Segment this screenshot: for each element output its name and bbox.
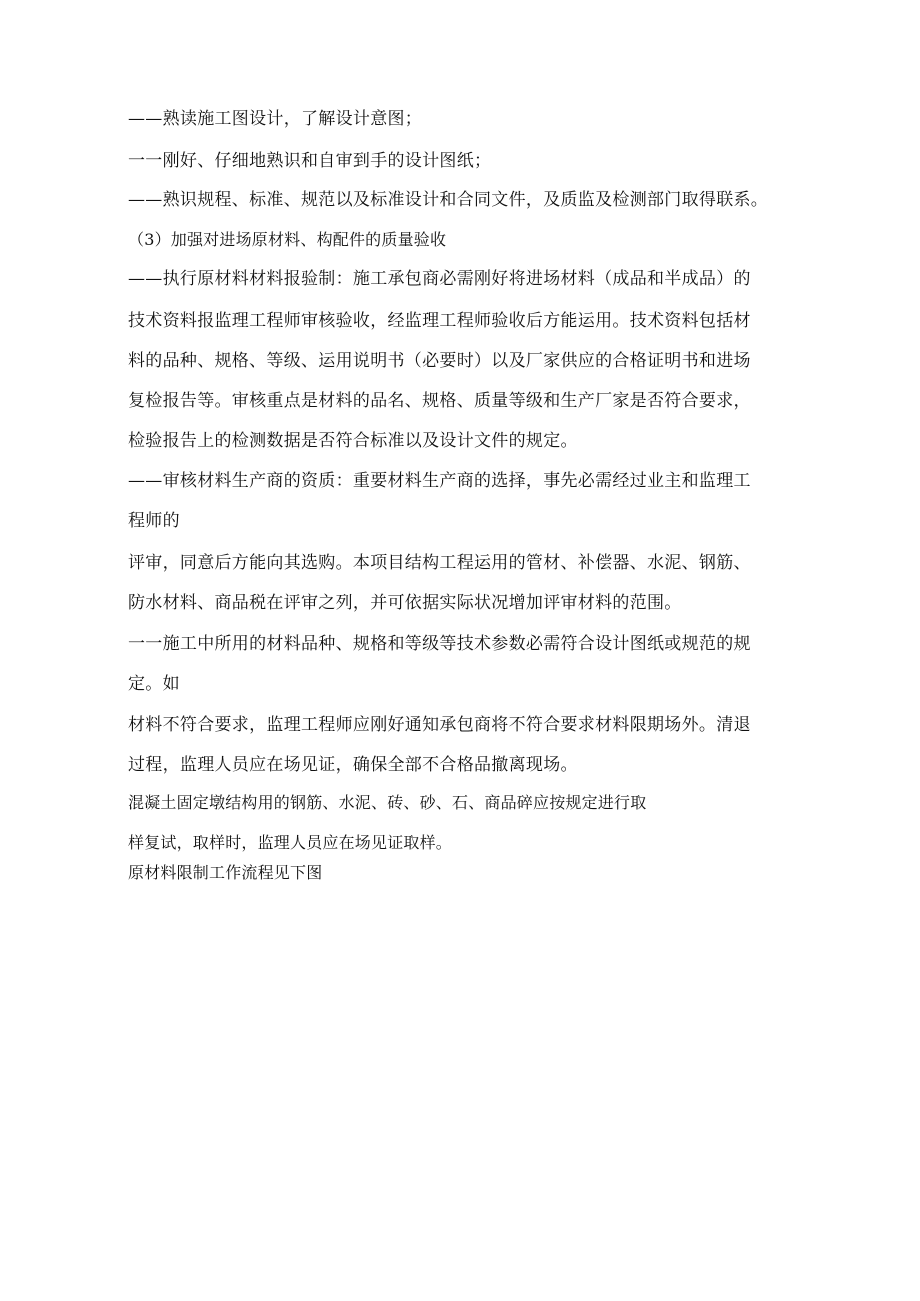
- text-line: 材料不符合要求，监理工程师应刚好通知承包商将不符合要求材料限期场外。清退: [128, 715, 751, 735]
- text-line: 料的品种、规格、等级、运用说明书（必要时）以及厂家供应的合格证明书和进场: [128, 351, 751, 371]
- section-heading: （3）加强对进场原材料、构配件的质量验收: [128, 230, 447, 249]
- text-line: ——熟识规程、标准、规范以及标准设计和合同文件，及质监及检测部门取得联系。: [128, 190, 769, 210]
- text-line: 过程，监理人员应在场见证，确保全部不合格品撤离现场。: [128, 755, 578, 775]
- text-line: 防水材料、商品税在评审之列，并可依据实际状况增加评审材料的范围。: [128, 593, 682, 613]
- text-line: 混凝土固定墩结构用的钢筋、水泥、砖、砂、石、商品碎应按规定进行取: [128, 793, 647, 812]
- text-line: ——执行原材料材料报验制：施工承包商必需刚好将进场材料（成品和半成品）的: [128, 269, 751, 289]
- text-line: ——熟读施工图设计，了解设计意图；: [128, 109, 423, 129]
- text-line: 原材料限制工作流程见下图: [128, 863, 323, 882]
- text-line: 程师的: [128, 511, 180, 531]
- text-line: 一一刚好、仔细地熟识和自审到手的设计图纸；: [128, 151, 492, 171]
- text-line: 一一施工中所用的材料品种、规格和等级等技术参数必需符合设计图纸或规范的规: [128, 634, 751, 654]
- text-line: 评审，同意后方能向其选购。本项目结构工程运用的管材、补偿器、水泥、钢筋、: [128, 553, 751, 573]
- text-line: 检验报告上的检测数据是否符合标准以及设计文件的规定。: [128, 431, 578, 451]
- text-line: ——审核材料生产商的资质：重要材料生产商的选择，事先必需经过业主和监理工: [128, 471, 751, 491]
- text-line: 技术资料报监理工程师审核验收，经监理工程师验收后方能运用。技术资料包括材: [128, 311, 751, 331]
- text-line: 定。如: [128, 674, 180, 694]
- text-line: 样复试，取样时，监理人员应在场见证取样。: [128, 833, 453, 852]
- text-line: 复检报告等。审核重点是材料的品名、规格、质量等级和生产厂家是否符合要求，: [128, 391, 751, 411]
